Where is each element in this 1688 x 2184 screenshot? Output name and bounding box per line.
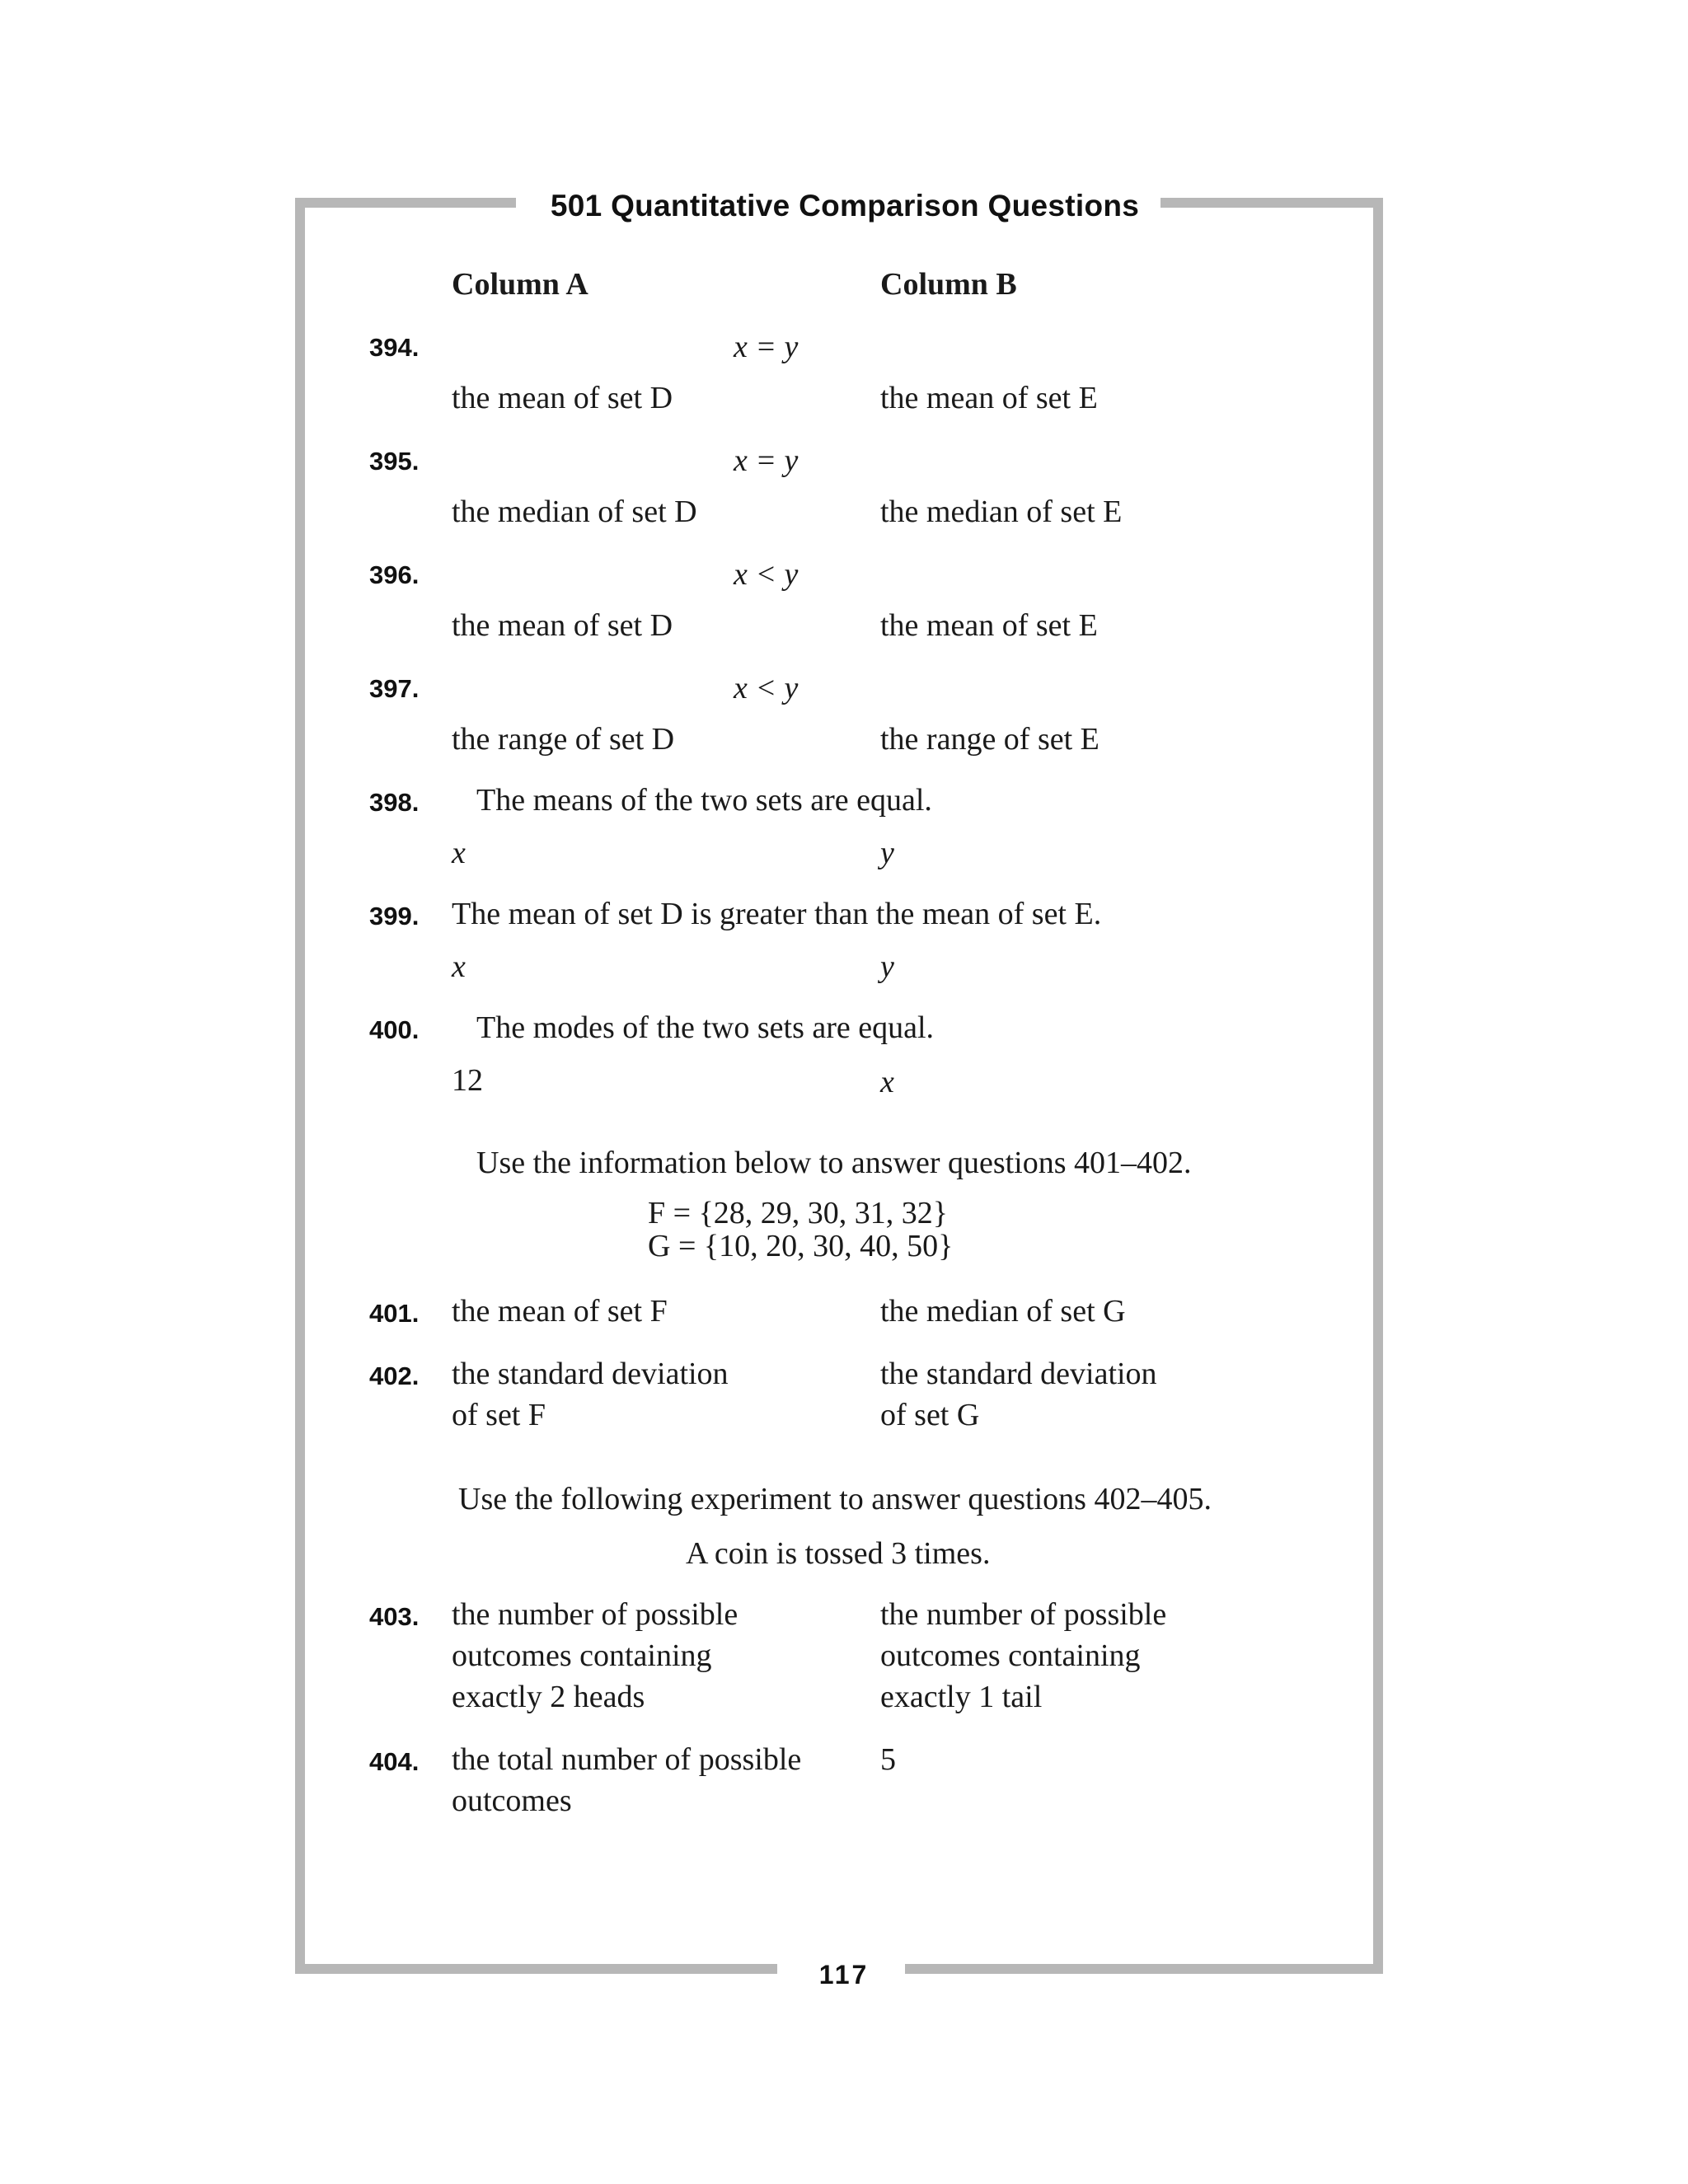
column-a-value: the mean of set D	[452, 608, 673, 643]
frame-right	[1373, 198, 1383, 1974]
question-number: 404.	[369, 1747, 420, 1776]
question-condition: The means of the two sets are equal.	[476, 783, 932, 818]
question-number: 399.	[369, 902, 420, 930]
column-b-value: y	[880, 949, 894, 984]
frame-top-left	[295, 198, 516, 208]
column-a-value-line2: outcomes containing	[452, 1638, 712, 1673]
question-number: 402.	[369, 1361, 420, 1390]
question-number: 394.	[369, 333, 420, 362]
column-b-value: the median of set E	[880, 494, 1123, 529]
page-number: 117	[818, 1960, 870, 1990]
column-a-value-line3: exactly 2 heads	[452, 1680, 645, 1714]
frame-top-right	[1160, 198, 1383, 208]
column-b-value-line3: exactly 1 tail	[880, 1680, 1043, 1714]
set-f-definition: F = {28, 29, 30, 31, 32}	[648, 1196, 949, 1230]
column-a-value: x	[452, 836, 466, 870]
question-condition: x = y	[734, 330, 799, 364]
question-number: 398.	[369, 788, 420, 817]
column-a-value-line2: of set F	[452, 1398, 546, 1432]
frame-bottom-right	[905, 1964, 1383, 1974]
column-a-value: the median of set D	[452, 494, 697, 529]
question-number: 396.	[369, 560, 420, 589]
instructions-text: Use the information below to answer questions 401–402.	[476, 1146, 1192, 1180]
column-a-value: 12	[452, 1063, 483, 1098]
question-number: 400.	[369, 1015, 420, 1044]
question-condition: x < y	[734, 557, 799, 592]
column-a-value-line1: the total number of possible	[452, 1742, 802, 1777]
column-a-heading: Column A	[452, 267, 588, 302]
question-number: 401.	[369, 1299, 420, 1328]
question-condition: x = y	[734, 443, 799, 478]
column-b-value: the mean of set E	[880, 381, 1098, 415]
frame-left	[295, 198, 305, 1974]
question-number: 403.	[369, 1602, 420, 1631]
column-a-value-line2: outcomes	[452, 1783, 572, 1818]
column-b-value: 5	[880, 1742, 896, 1777]
question-condition: The mean of set D is greater than the mean of set E.	[452, 897, 1102, 931]
column-b-value: the mean of set E	[880, 608, 1098, 643]
instructions-text: Use the following experiment to answer questions 402–405.	[458, 1482, 1212, 1516]
column-a-value-line1: the number of possible	[452, 1597, 738, 1632]
column-b-value-line1: the standard deviation	[880, 1357, 1157, 1391]
question-number: 397.	[369, 674, 420, 703]
question-condition: The modes of the two sets are equal.	[476, 1010, 935, 1045]
column-b-value-line2: of set G	[880, 1398, 980, 1432]
page-header-title: 501 Quantitative Comparison Questions	[550, 189, 1140, 223]
question-condition: x < y	[734, 671, 799, 705]
question-number: 395.	[369, 447, 420, 476]
column-b-value-line2: outcomes containing	[880, 1638, 1141, 1673]
set-g-definition: G = {10, 20, 30, 40, 50}	[648, 1229, 954, 1263]
column-b-value-line1: the number of possible	[880, 1597, 1167, 1632]
frame-bottom-left	[295, 1964, 777, 1974]
column-b-value: x	[880, 1065, 894, 1099]
column-b-value: the median of set G	[880, 1294, 1126, 1329]
column-b-value: the range of set E	[880, 722, 1100, 757]
column-a-value: the mean of set D	[452, 381, 673, 415]
column-a-value: the range of set D	[452, 722, 675, 757]
column-b-value: y	[880, 836, 894, 870]
column-a-value: the mean of set F	[452, 1294, 668, 1329]
column-a-value: x	[452, 949, 466, 984]
column-a-value-line1: the standard deviation	[452, 1357, 729, 1391]
experiment-description: A coin is tossed 3 times.	[686, 1536, 991, 1571]
column-b-heading: Column B	[880, 267, 1017, 302]
